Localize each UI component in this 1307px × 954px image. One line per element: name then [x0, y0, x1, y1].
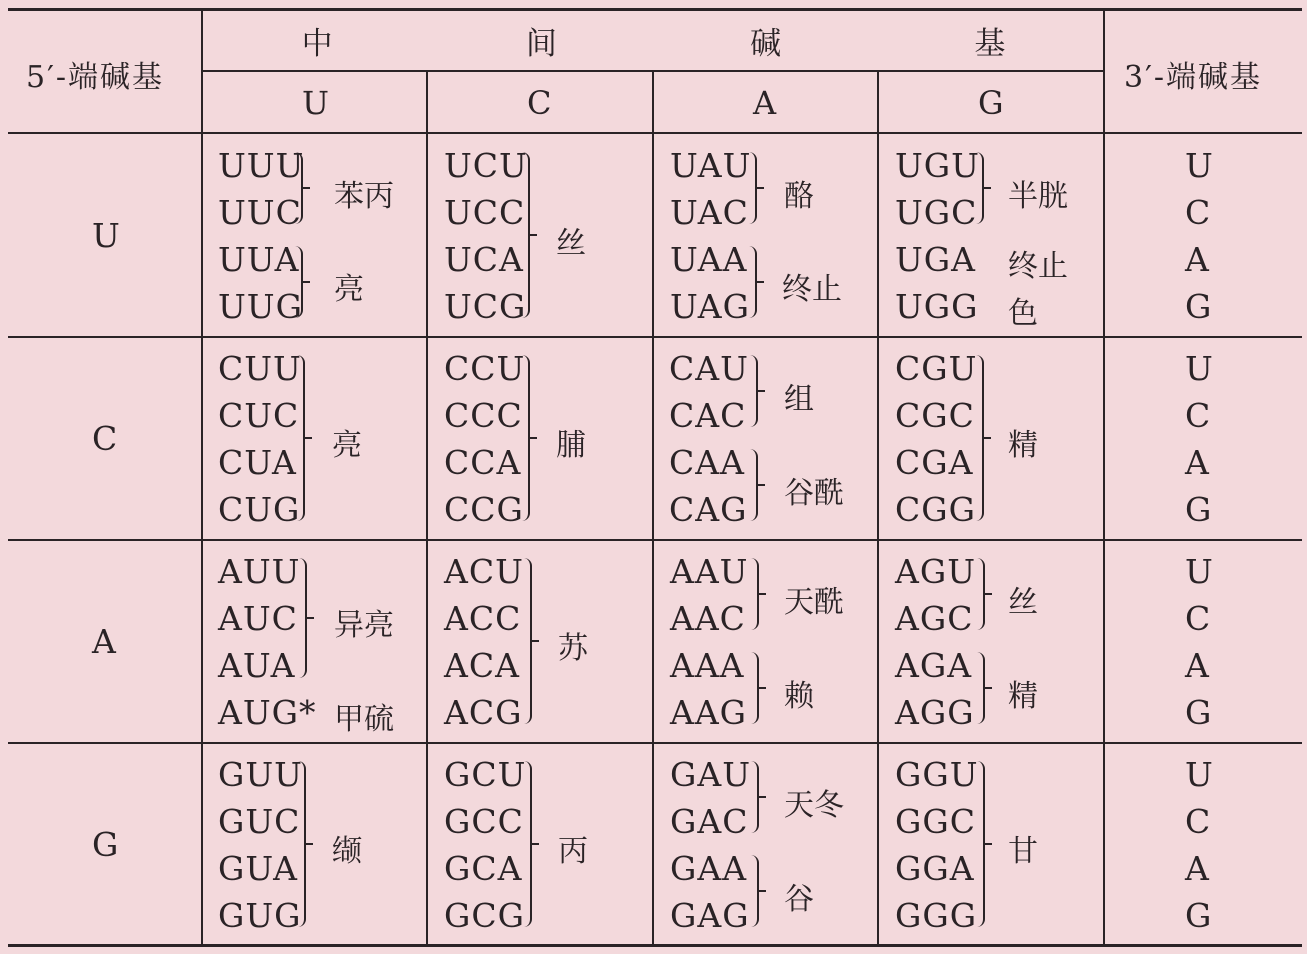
codon: AUG*	[218, 693, 317, 732]
brace	[972, 152, 984, 224]
codon: AAA	[670, 646, 745, 685]
codon: UCU	[444, 146, 528, 185]
codon: GAG	[670, 896, 750, 935]
brace	[746, 449, 758, 521]
codon: GCU	[444, 755, 527, 794]
codon: GCA	[444, 849, 523, 888]
codon: AGG	[895, 693, 975, 732]
amino-acid-label: 丝	[1008, 585, 1038, 620]
codon: CCG	[444, 490, 524, 529]
codon: CAC	[669, 396, 747, 435]
codon: UAC	[670, 193, 749, 232]
codon: ACA	[444, 646, 520, 685]
codon: CGA	[895, 443, 974, 482]
column-header-g: G	[978, 84, 1004, 122]
brace	[294, 761, 306, 927]
column-header-a: A	[753, 84, 777, 122]
codon: ACC	[444, 599, 522, 638]
amino-acid-label: 异亮	[334, 608, 394, 643]
third-base: U	[1185, 755, 1214, 794]
brace	[973, 652, 985, 724]
first-base-u: U	[92, 216, 120, 255]
amino-acid-label: 精	[1008, 679, 1038, 714]
brace	[295, 558, 307, 678]
column-header-c: C	[527, 84, 552, 122]
codon: UAA	[670, 240, 748, 279]
brace	[747, 558, 759, 630]
amino-acid-label: 天冬	[784, 788, 844, 823]
amino-acid-label: 亮	[332, 428, 362, 463]
codon: CUU	[218, 349, 302, 388]
third-base: U	[1185, 552, 1214, 591]
codon: UGG	[895, 287, 979, 326]
codon: GUA	[218, 849, 298, 888]
amino-acid-label: 缬	[332, 834, 362, 869]
brace	[745, 246, 757, 318]
first-base-a: A	[92, 622, 116, 661]
codon: UUU	[218, 146, 305, 185]
third-base: C	[1185, 396, 1212, 435]
codon: ACU	[444, 552, 524, 591]
codon: GUU	[218, 755, 303, 794]
amino-acid-label: 丙	[558, 834, 588, 869]
col-divider-first	[201, 10, 203, 946]
third-base: G	[1185, 287, 1213, 326]
amino-acid-label: 谷酰	[784, 476, 844, 511]
header-five-prime-base: 5′-端碱基	[26, 60, 165, 95]
brace	[973, 761, 985, 927]
amino-acid-label: 苏	[558, 631, 588, 666]
codon: CAA	[669, 443, 745, 482]
codon: GAC	[670, 802, 749, 841]
brace	[291, 246, 303, 318]
brace	[518, 152, 530, 318]
amino-acid-label: 组	[784, 382, 814, 417]
codon: UGA	[895, 240, 977, 279]
brace	[291, 152, 303, 224]
codon: GAA	[670, 849, 748, 888]
third-base: C	[1185, 802, 1212, 841]
amino-acid-label: 色	[1008, 296, 1038, 331]
third-base: C	[1185, 193, 1212, 232]
col-divider-c-a	[652, 72, 654, 946]
codon: CCA	[444, 443, 522, 482]
brace	[520, 761, 532, 927]
header-middle-char: 间	[525, 26, 557, 62]
codon: CGU	[895, 349, 978, 388]
codon: GAU	[670, 755, 752, 794]
third-base: A	[1185, 240, 1210, 279]
codon: AAG	[670, 693, 748, 732]
amino-acid-label: 亮	[334, 272, 364, 307]
codon: GGG	[895, 896, 978, 935]
column-header-u: U	[302, 84, 329, 122]
codon: CUG	[218, 490, 301, 529]
codon: CUA	[218, 443, 297, 482]
amino-acid-label: 甘	[1008, 834, 1038, 869]
col-divider-u-c	[426, 72, 428, 946]
codon: AUA	[218, 646, 296, 685]
codon: UCC	[444, 193, 526, 232]
codon: CUC	[218, 396, 300, 435]
codon: AGC	[895, 599, 974, 638]
third-base: G	[1185, 693, 1213, 732]
brace	[973, 558, 985, 630]
third-base: C	[1185, 599, 1212, 638]
first-base-g: G	[92, 825, 119, 864]
amino-acid-label: 天酰	[784, 585, 844, 620]
codon: AAC	[670, 599, 746, 638]
codon: UAU	[670, 146, 752, 185]
brace	[520, 558, 532, 724]
amino-acid-label: 丝	[556, 226, 586, 261]
codon: GGC	[895, 802, 976, 841]
amino-acid-label: 脯	[556, 428, 586, 463]
third-base: U	[1185, 146, 1214, 185]
brace	[747, 855, 759, 927]
codon: GCG	[444, 896, 525, 935]
amino-acid-label: 甲硫	[334, 702, 394, 737]
amino-acid-label: 终止	[1008, 249, 1068, 284]
brace	[972, 355, 984, 521]
header-three-prime-base: 3′-端碱基	[1124, 60, 1263, 95]
codon: GUC	[218, 802, 301, 841]
brace	[747, 652, 759, 724]
third-base: A	[1185, 646, 1210, 685]
codon: CCC	[444, 396, 523, 435]
brace	[745, 152, 757, 224]
amino-acid-label: 酪	[784, 179, 814, 214]
codon: UGC	[895, 193, 978, 232]
codon: UUG	[218, 287, 303, 326]
col-divider-a-g	[877, 72, 879, 946]
third-base: G	[1185, 490, 1213, 529]
amino-acid-label: 苯丙	[334, 179, 394, 214]
amino-acid-label: 赖	[784, 679, 814, 714]
codon: UGU	[895, 146, 980, 185]
codon: CGC	[895, 396, 975, 435]
codon: CGG	[895, 490, 976, 529]
third-base: A	[1185, 849, 1210, 888]
codon: AGA	[895, 646, 973, 685]
codon: AUU	[218, 552, 301, 591]
first-base-c: C	[92, 419, 118, 458]
third-base: A	[1185, 443, 1210, 482]
amino-acid-label: 精	[1008, 428, 1038, 463]
header-middle-char: 碱	[750, 26, 782, 62]
codon: GUG	[218, 896, 302, 935]
codon: CCU	[444, 349, 526, 388]
amino-acid-label: 终止	[782, 272, 842, 307]
brace	[747, 761, 759, 833]
codon: UCA	[444, 240, 524, 279]
col-divider-last	[1103, 10, 1105, 946]
third-base: G	[1185, 896, 1213, 935]
amino-acid-label: 谷	[784, 882, 814, 917]
brace	[293, 355, 305, 521]
codon: CAU	[669, 349, 749, 388]
header-middle-char: 中	[301, 26, 333, 62]
codon: AAU	[670, 552, 749, 591]
codon: ACG	[444, 693, 523, 732]
codon: AUC	[218, 599, 298, 638]
codon: UCG	[444, 287, 527, 326]
codon: GCC	[444, 802, 524, 841]
third-base: U	[1185, 349, 1214, 388]
header-middle-char: 基	[974, 26, 1006, 62]
codon: CAG	[669, 490, 748, 529]
codon: UUA	[218, 240, 300, 279]
header-middle-base	[205, 18, 1102, 63]
codon: UUC	[218, 193, 302, 232]
brace	[746, 355, 758, 427]
codon: GGA	[895, 849, 975, 888]
brace	[518, 355, 530, 521]
codon: AGU	[895, 552, 977, 591]
amino-acid-label: 半胱	[1008, 179, 1068, 214]
codon: UAG	[670, 287, 750, 326]
codon: GGU	[895, 755, 979, 794]
